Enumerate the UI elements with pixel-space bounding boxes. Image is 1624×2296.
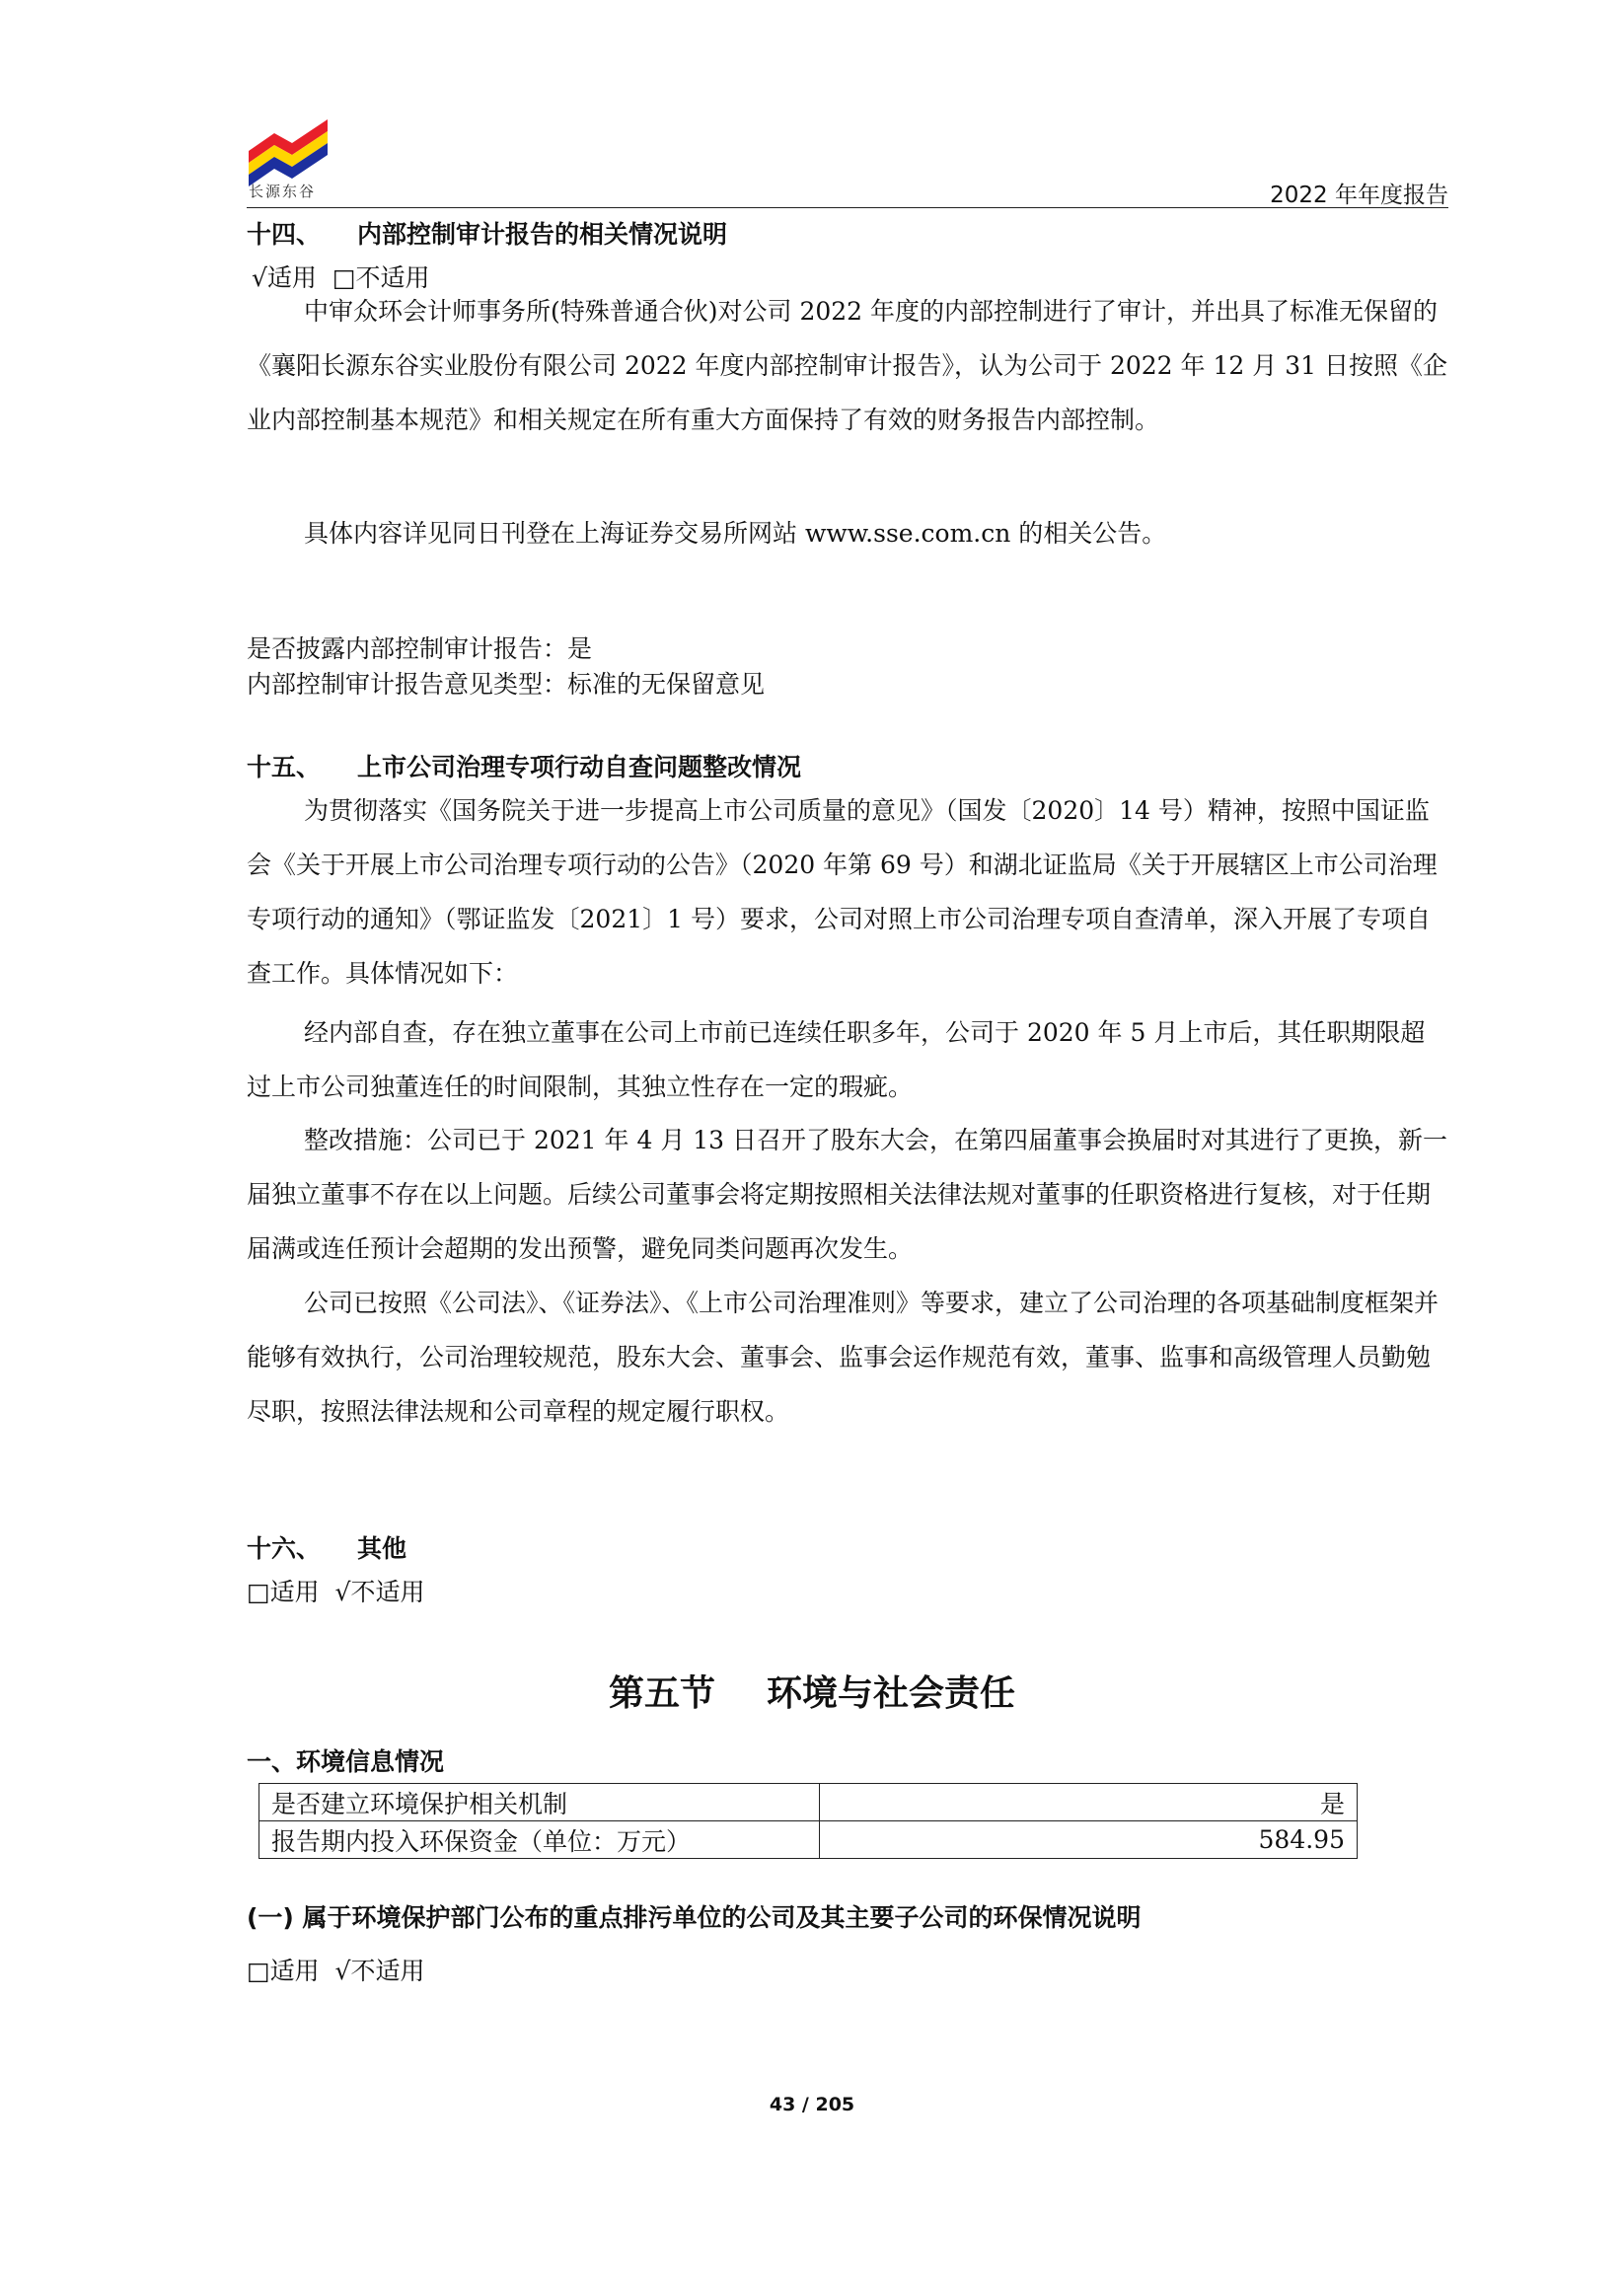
header-divider [247, 207, 1448, 208]
section-16-title: 其他 [357, 1534, 407, 1563]
section-16-applicable: □适用 √不适用 [247, 1578, 425, 1606]
section-15-paragraph-2: 经内部自查，存在独立董事在公司上市前已连续任职多年，公司于 2020 年 5 月上市后，其任职期限超过上市公司独董连任的时间限制，其独立性存在一定的瑕疵。 [247, 1018, 1426, 1101]
section-14-number: 十四、 [247, 220, 322, 249]
key-polluter-heading: (一) 属于环境保护部门公布的重点排污单位的公司及其主要子公司的环保情况说明 [247, 1903, 1142, 1932]
section-14-paragraph-2: 具体内容详见同日刊登在上海证券交易所网站 www.sse.com.cn 的相关公告。 [304, 519, 1167, 548]
opinion-type-line: 内部控制审计报告意见类型：标准的无保留意见 [247, 670, 766, 699]
env-info-table [258, 1783, 1358, 1859]
section-16-heading [247, 1529, 406, 1565]
table-row [259, 1821, 1358, 1859]
section-15-heading [247, 748, 801, 783]
disclose-line: 是否披露内部控制审计报告：是 [247, 634, 593, 663]
section-14-title: 内部控制审计报告的相关情况说明 [357, 220, 728, 249]
section-15-title: 上市公司治理专项行动自查问题整改情况 [357, 753, 802, 781]
section-16-number: 十六、 [247, 1534, 322, 1563]
table-cell-value: 584.95 [819, 1821, 1357, 1859]
section-14-applicable: √适用 □不适用 [252, 263, 430, 292]
chapter-name: 环境与社会责任 [767, 1673, 1016, 1714]
chapter-number: 第五节 [608, 1673, 715, 1714]
section-15-paragraph-3: 整改措施：公司已于 2021 年 4 月 13 日召开了股东大会，在第四届董事会换届时对其进行了更换，新一届独立董事不存在以上问题。后续公司董事会将定期按照相关法律法规对董事的任职资格进行复核，对于任期届满或连任预计会超期的发出预警，避免同类问题再次发生。 [247, 1126, 1448, 1263]
section-14-paragraph-1: 中审众环会计师事务所(特殊普通合伙)对公司 2022 年度的内部控制进行了审计，并出具了标准无保留的《襄阳长源东谷实业股份有限公司 2022 年度内部控制审计报告》，认为公司于 2022 年 12 月 31 日按照《企业内部控制基本规范》和相关规定在所有重大方面保持了有效的财务报告内部控制。 [247, 297, 1447, 434]
section-15-paragraph-1: 为贯彻落实《国务院关于进一步提高上市公司质量的意见》（国发〔2020〕14 号）精神，按照中国证监会《关于开展上市公司治理专项行动的公告》（2020 年第 69 号）和湖北证监局《关于开展辖区上市公司治理专项行动的通知》（鄂证监发〔2021〕1 号）要求，公司对照上市公司治理专项自查清单，深入开展了专项自查工作。具体情况如下： [247, 796, 1438, 988]
page-number: 43 / 205 [769, 2094, 855, 2115]
chapter-title [0, 1666, 1624, 1716]
key-polluter-applicable: □适用 √不适用 [247, 1957, 425, 1985]
report-title: 2022 年年度报告 [1270, 183, 1448, 208]
table-cell-value: 是 [819, 1784, 1357, 1821]
table-row [259, 1784, 1358, 1821]
section-15-number: 十五、 [247, 753, 322, 781]
table-cell-label: 是否建立环境保护相关机制 [259, 1784, 820, 1821]
logo-text: 长源东谷 [249, 183, 317, 200]
env-info-heading: 一、环境信息情况 [247, 1747, 445, 1776]
section-14-heading [247, 215, 727, 251]
section-15-paragraph-4: 公司已按照《公司法》、《证券法》、《上市公司治理准则》等要求，建立了公司治理的各项基础制度框架并能够有效执行，公司治理较规范，股东大会、董事会、监事会运作规范有效，董事、监事和高级管理人员勤勉尽职，按照法律法规和公司章程的规定履行职权。 [247, 1289, 1439, 1426]
table-cell-label: 报告期内投入环保资金（单位：万元） [259, 1821, 820, 1859]
